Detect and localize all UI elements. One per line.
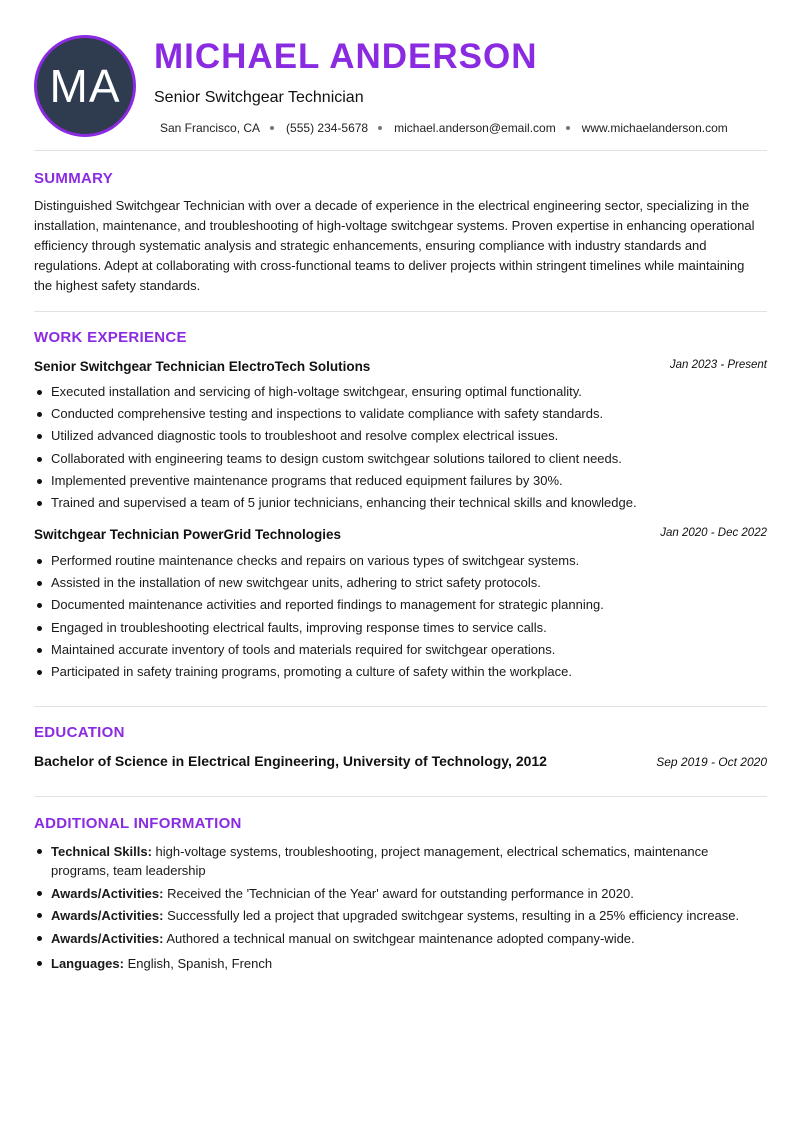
item-label: Awards/Activities: <box>51 885 164 901</box>
summary-heading: SUMMARY <box>34 170 114 187</box>
list-item: Performed routine maintenance checks and repairs on various types of switchgear systems. <box>34 552 767 574</box>
separator-dot <box>378 126 382 130</box>
list-item: Participated in safety training programs, promoting a culture of safety within the workplace. <box>34 663 767 685</box>
list-item: Utilized advanced diagnostic tools to troubleshoot and resolve complex electrical issues. <box>34 427 767 449</box>
additional-info-heading: ADDITIONAL INFORMATION <box>34 815 242 832</box>
experience-heading: WORK EXPERIENCE <box>34 329 187 346</box>
list-item <box>34 954 767 973</box>
list-item: Documented maintenance activities and reported findings to management for strategic planning. <box>34 596 767 618</box>
job-header <box>34 526 767 544</box>
separator-dot <box>270 126 274 130</box>
candidate-name: MICHAEL ANDERSON <box>154 37 538 76</box>
education-entry <box>34 753 767 773</box>
job-dates: Jan 2023 - Present <box>669 359 767 371</box>
item-text: high-voltage systems, troubleshooting, project management, electrical schematics, maintenance programs, team leadership <box>51 844 709 878</box>
contact-email[interactable]: michael.anderson@email.com <box>394 121 556 135</box>
contact-website[interactable]: www.michaelanderson.com <box>581 121 728 135</box>
additional-info-list <box>34 842 767 976</box>
item-text: Successfully led a project that upgraded switchgear systems, resulting in a 25% efficiency increase. <box>163 908 740 923</box>
education-dates: Sep 2019 - Oct 2020 <box>656 755 767 769</box>
item-label: Technical Skills: <box>51 844 152 859</box>
divider <box>34 706 767 707</box>
list-item: Engaged in troubleshooting electrical faults, improving response times to service calls. <box>34 619 767 641</box>
list-item <box>34 906 767 925</box>
job-header <box>34 358 767 376</box>
item-label: Awards/Activities: <box>51 930 164 946</box>
list-item: Collaborated with engineering teams to design custom switchgear solutions tailored to client needs. <box>34 450 767 472</box>
item-label: Awards/Activities: <box>51 908 164 923</box>
item-text: Received the 'Technician of the Year' award for outstanding performance in 2020. <box>163 885 634 901</box>
separator-dot <box>566 126 570 130</box>
divider <box>34 311 767 312</box>
degree: Bachelor of Science in Electrical Engineering, University of Technology, 2012 <box>34 753 547 769</box>
contact-location: San Francisco, CA <box>160 121 261 135</box>
avatar-initials: MA <box>49 60 121 112</box>
list-item: Conducted comprehensive testing and inspections to validate compliance with safety standards. <box>34 405 767 427</box>
education-heading: EDUCATION <box>34 724 125 741</box>
job-bullets <box>34 383 767 516</box>
item-text: Authored a technical manual on switchgear maintenance adopted company-wide. <box>163 930 635 946</box>
job-title: Senior Switchgear Technician ElectroTech Solutions <box>34 359 371 374</box>
item-text: English, Spanish, French <box>123 955 273 971</box>
list-item: Trained and supervised a team of 5 junior technicians, enhancing their technical skills and knowledge. <box>34 494 767 516</box>
list-item: Maintained accurate inventory of tools and materials required for switchgear operations. <box>34 641 767 663</box>
list-item <box>34 929 767 948</box>
list-item: Assisted in the installation of new switchgear units, adhering to strict safety protocols. <box>34 574 767 596</box>
job-dates: Jan 2020 - Dec 2022 <box>660 527 767 539</box>
resume-header <box>0 0 800 150</box>
divider <box>34 150 767 151</box>
candidate-title: Senior Switchgear Technician <box>154 89 364 106</box>
list-item <box>34 842 767 880</box>
item-label: Languages: <box>51 955 124 971</box>
summary-text: Distinguished Switchgear Technician with over a decade of experience in the electrical engineering sector, specializing in the installation, maintenance, and troubleshooting of high-voltage switchgear systems. Proven expertise in enhancing operational efficiency through systematic analysis and strategic enhancements, ensuring compliance with industry standards and regulations. Adept at collaborating with cross-functional teams to deliver projects within stringent timelines while maintaining the highest safety standards. <box>34 198 755 293</box>
divider <box>34 796 767 797</box>
contact-phone[interactable]: (555) 234-5678 <box>286 121 369 135</box>
list-item <box>34 884 767 903</box>
contact-line <box>160 121 728 135</box>
list-item: Executed installation and servicing of high-voltage switchgear, ensuring optimal functionality. <box>34 383 767 405</box>
avatar <box>34 35 136 137</box>
job-title: Switchgear Technician PowerGrid Technologies <box>34 527 342 542</box>
job-bullets <box>34 552 767 685</box>
list-item: Implemented preventive maintenance programs that reduced equipment failures by 30%. <box>34 472 767 494</box>
